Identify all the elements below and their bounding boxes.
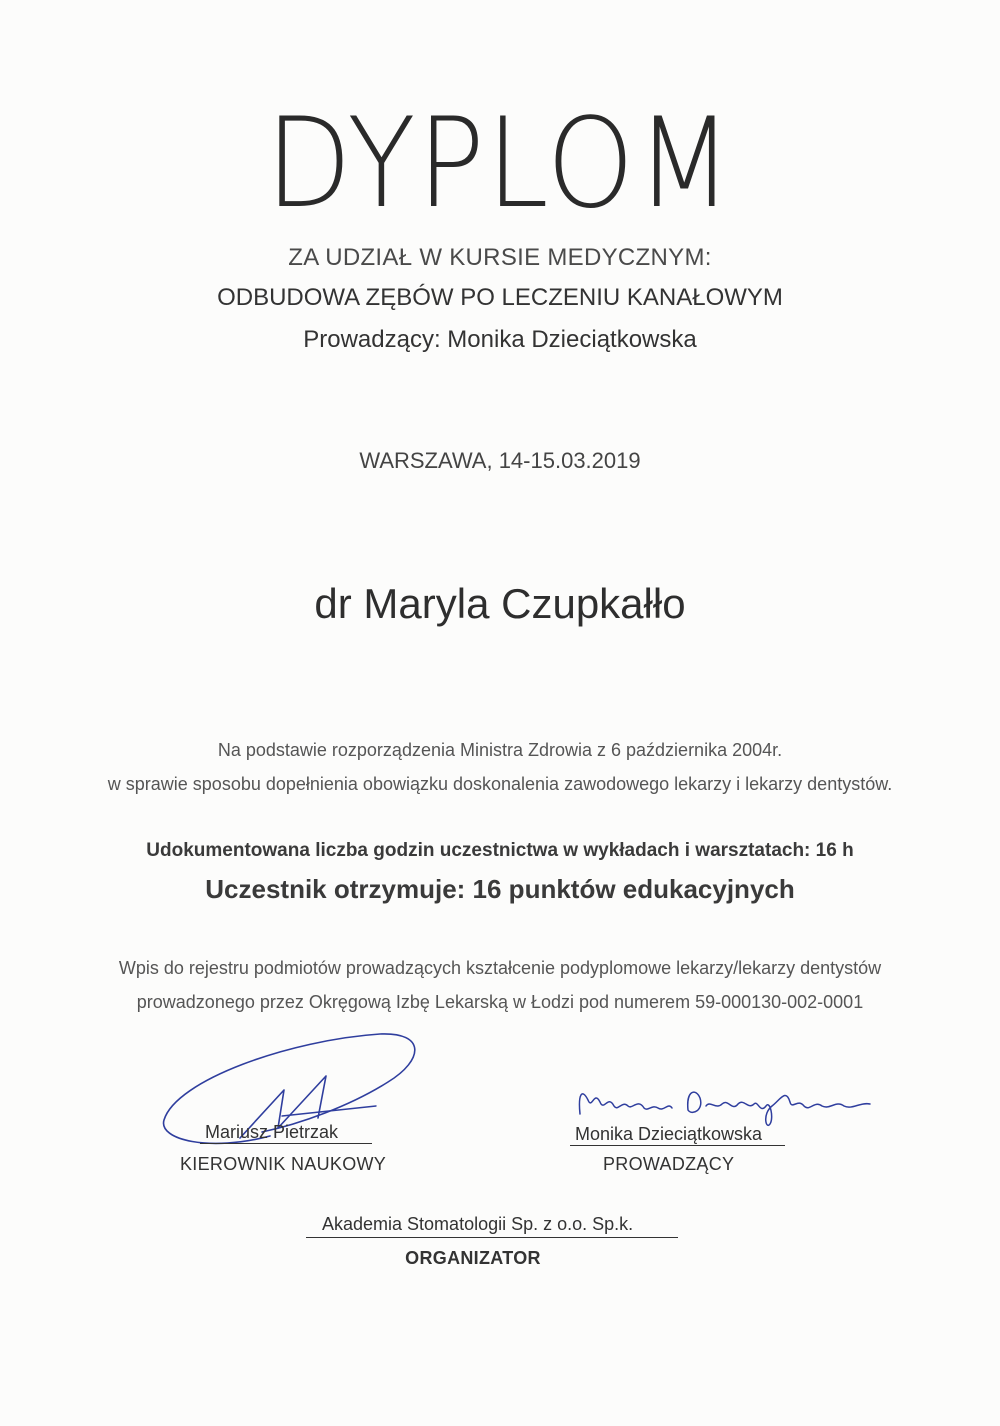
organizer-line bbox=[306, 1237, 678, 1238]
diploma-title: DYPLOM bbox=[265, 92, 735, 236]
points-line: Uczestnik otrzymuje: 16 punktów edukacyjnych bbox=[205, 874, 795, 904]
right-signature-line bbox=[570, 1145, 785, 1146]
left-signature-scribble bbox=[150, 1020, 430, 1170]
registry-line-1: Wpis do rejestru podmiotów prowadzących kształcenie podyplomowe lekarzy/lekarzy dentystów bbox=[118, 958, 882, 978]
right-signatory-name: Monika Dzieciątkowska bbox=[575, 1124, 763, 1144]
lecturer-line: Prowadzący: Monika Dzieciątkowska bbox=[303, 326, 697, 353]
registry-line-2: prowadzonego przez Okręgową Izbę Lekarską w Łodzi pod numerem 59-000130-002-0001 bbox=[136, 992, 864, 1012]
hours-line: Udokumentowana liczba godzin uczestnictwa w wykładach i warsztatach: 16 h bbox=[146, 840, 854, 861]
right-signature-scribble bbox=[560, 1080, 900, 1130]
place-date: WARSZAWA, 14-15.03.2019 bbox=[359, 448, 641, 473]
organizer-name: Akademia Stomatologii Sp. z o.o. Sp.k. bbox=[322, 1214, 634, 1234]
organizer-role: ORGANIZATOR bbox=[405, 1248, 541, 1268]
left-signatory-role: KIEROWNIK NAUKOWY bbox=[180, 1154, 387, 1174]
left-signatory-name: Mariusz Pietrzak bbox=[205, 1122, 339, 1142]
legal-basis-line-1: Na podstawie rozporządzenia Ministra Zdrowia z 6 października 2004r. bbox=[217, 740, 783, 760]
course-intro: ZA UDZIAŁ W KURSIE MEDYCZNYM: bbox=[288, 244, 712, 271]
legal-basis-line-2: w sprawie sposobu dopełnienia obowiązku doskonalenia zawodowego lekarzy i lekarzy dentystów. bbox=[107, 774, 893, 794]
course-name: ODBUDOWA ZĘBÓW PO LECZENIU KANAŁOWYM bbox=[217, 284, 783, 311]
recipient-name: dr Maryla Czupkałło bbox=[314, 580, 686, 627]
right-signatory-role: PROWADZĄCY bbox=[603, 1154, 735, 1174]
left-signature-line bbox=[200, 1143, 372, 1144]
